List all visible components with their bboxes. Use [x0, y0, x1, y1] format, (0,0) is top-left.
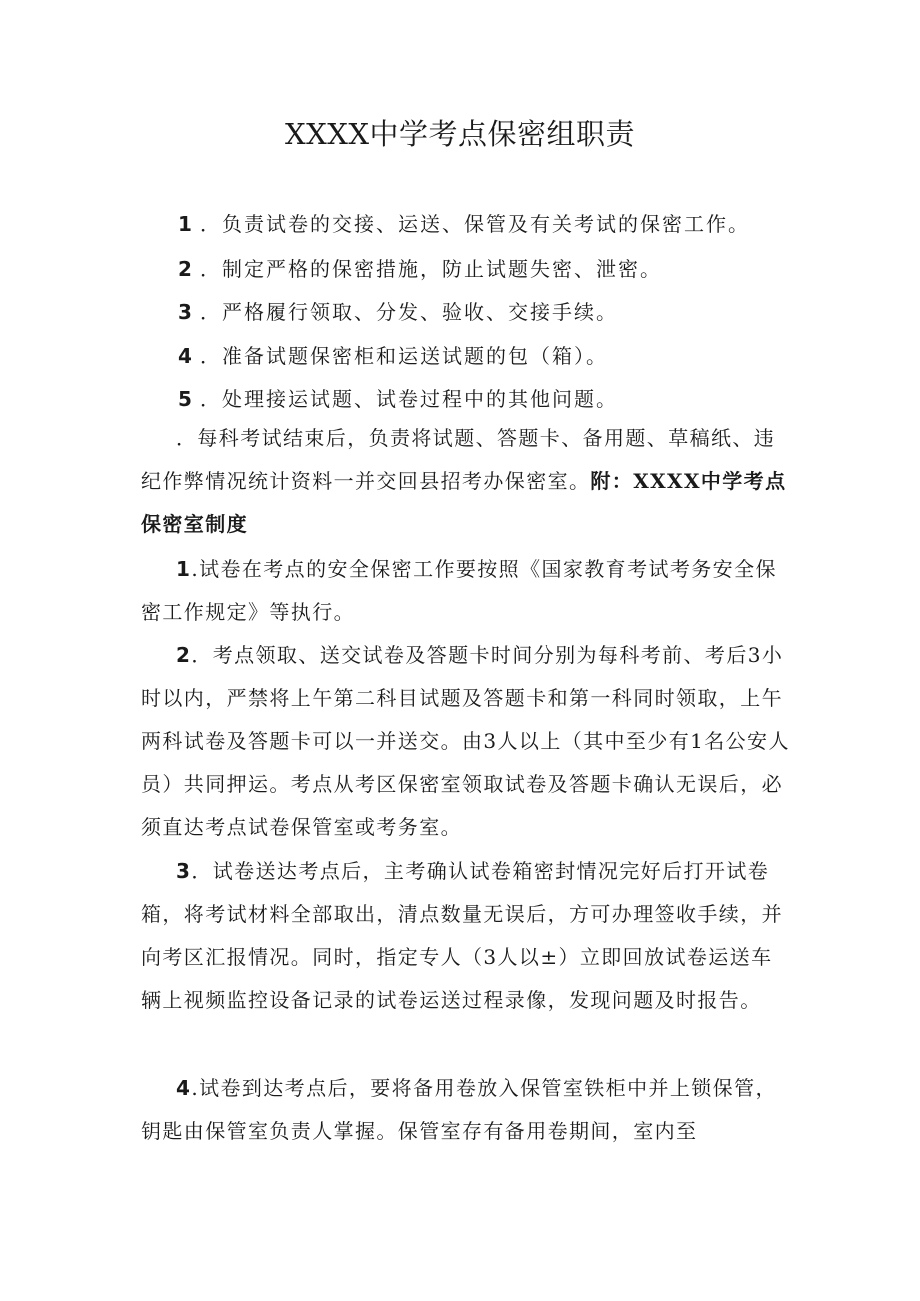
- duty-item-1: [178, 208, 750, 237]
- duty-text: ．每科考试结束后，负责将试题、答题卡、备用题、草稿纸、违纪作弊情况统计资料一并交回县招考办保密室。: [141, 426, 776, 493]
- rule-item-3: [141, 850, 793, 1022]
- duty-number: 2: [178, 257, 194, 281]
- duty-number: 4: [178, 344, 194, 368]
- rule-text: ．考点领取、送交试卷及答题卡时间分别为每科考前、考后3小时以内，严禁将上午第二科目试题及答题卡和第一科同时领取，上午两科试卷及答题卡可以一并送交。由3人以上（其中至少有1名公安人员）共同押运。考点从考区保密室领取试卷及答题卡确认无误后，必须直达考点试卷保管室或考务室。: [141, 643, 790, 839]
- rule-number: 1: [176, 557, 192, 581]
- rule-number: 3: [176, 859, 192, 883]
- duty-text: ．严格履行领取、分发、验收、交接手续。: [200, 300, 618, 324]
- rule-text: .试卷在考点的安全保密工作要按照《国家教育考试考务安全保密工作规定》等执行。: [141, 557, 777, 624]
- duty-number: 5: [178, 387, 194, 411]
- rule-item-4: [141, 1067, 793, 1153]
- rule-item-2: [141, 634, 793, 849]
- duty-item-4: [178, 340, 608, 369]
- rule-number: 2: [176, 643, 192, 667]
- rule-text: .试卷到达考点后，要将备用卷放入保管室铁柜中并上锁保管，钥匙由保管室负责人掌握。保管室存有备用卷期间，室内至: [141, 1076, 777, 1143]
- duty-text: ．处理接运试题、试卷过程中的其他问题。: [200, 387, 618, 411]
- duty-text: ．制定严格的保密措施，防止试题失密、泄密。: [200, 257, 662, 281]
- duty-number: 3: [178, 300, 194, 324]
- rule-number: 4: [176, 1076, 192, 1100]
- duty-number: 1: [178, 212, 194, 236]
- rule-item-1: [141, 548, 793, 634]
- rule-text: ．试卷送达考点后，主考确认试卷箱密封情况完好后打开试卷箱，将考试材料全部取出，清点数量无误后，方可办理签收手续，并向考区汇报情况。同时，指定专人（3人以±）立即回放试卷运送车辆上视频监控设备记录的试卷运送过程录像，发现问题及时报告。: [141, 859, 783, 1012]
- duty-item-2: [178, 253, 662, 282]
- duty-item-6: [141, 417, 793, 546]
- duty-text: ．负责试卷的交接、运送、保管及有关考试的保密工作。: [200, 212, 750, 236]
- document-title: XXXX中学考点保密组职责: [284, 117, 636, 151]
- duty-text: ．准备试题保密柜和运送试题的包（箱）。: [200, 344, 608, 368]
- duty-item-3: [178, 296, 618, 325]
- appendix-title: 附：XXXX中学考点保密室制度: [141, 469, 787, 536]
- duty-item-5: [178, 383, 618, 412]
